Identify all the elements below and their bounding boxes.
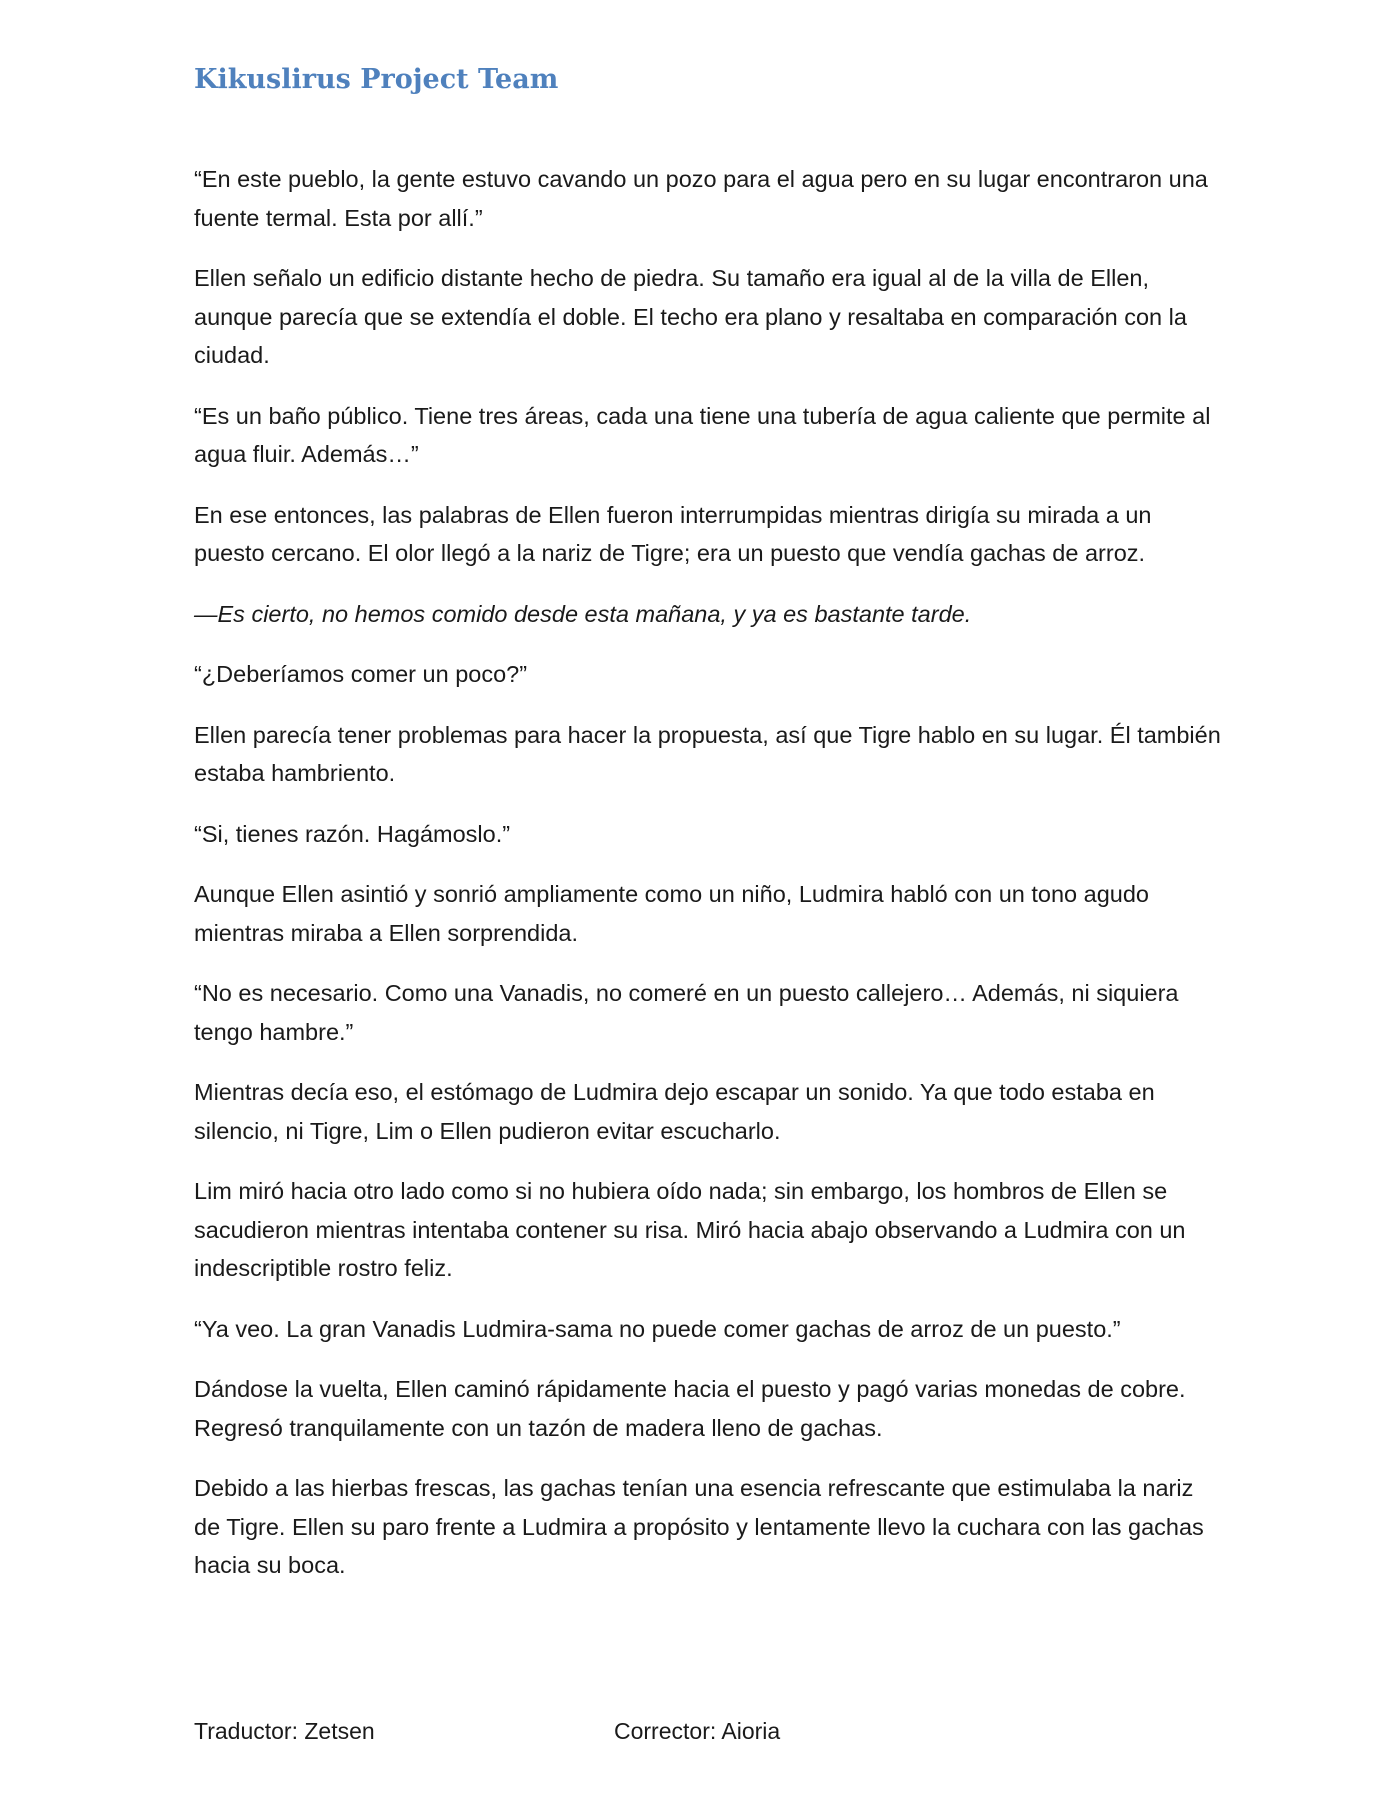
paragraph-8: “Si, tienes razón. Hagámoslo.” xyxy=(194,820,511,847)
paragraph-13: “Ya veo. La gran Vanadis Ludmira-sama no puede comer gachas de arroz de un puesto.” xyxy=(194,1315,1121,1342)
paragraph-1: “En este pueblo, la gente estuvo cavando un pozo para el agua pero en su lugar encontraron una fuente termal. Esta por allí.” xyxy=(194,166,1208,231)
team-header-title: Kikuslirus Project Team xyxy=(194,64,559,95)
paragraph-12: Lim miró hacia otro lado como si no hubiera oído nada; sin embargo, los hombros de Ellen se sacudieron mientras intentaba contener su risa. Miró hacia abajo observando a Ludmira con un indescriptible rostro feliz. xyxy=(194,1178,1186,1281)
paragraph-6: “¿Deberíamos comer un poco?” xyxy=(194,661,528,687)
paragraph-4: En ese entonces, las palabras de Ellen fueron interrumpidas mientras dirigía su mirada a un puesto cercano. El olor llegó a la nariz de Tigre; era un puesto que vendía gachas de arroz. xyxy=(194,501,1152,566)
paragraph-5-thought: —Es cierto, no hemos comido desde esta mañana, y ya es bastante tarde. xyxy=(194,600,972,627)
paragraph-15: Debido a las hierbas frescas, las gachas tenían una esencia refrescante que estimulaba la nariz de Tigre. Ellen su paro frente a Ludmira a propósito y lentamente llevo la cuchara con las gachas hacia su boca. xyxy=(194,1475,1204,1578)
paragraph-10: “No es necesario. Como una Vanadis, no comeré en un puesto callejero… Además, ni siquiera tengo hambre.” xyxy=(194,980,1179,1045)
paragraph-9: Aunque Ellen asintió y sonrió ampliamente como un niño, Ludmira habló con un tono agudo mientras miraba a Ellen sorprendida. xyxy=(194,881,1149,946)
paragraph-11: Mientras decía eso, el estómago de Ludmira dejo escapar un sonido. Ya que todo estaba en silencio, ni Tigre, Lim o Ellen pudieron evitar escucharlo. xyxy=(194,1079,1155,1144)
paragraph-3: “Es un baño público. Tiene tres áreas, cada una tiene una tubería de agua caliente que permite al agua fluir. Además…” xyxy=(194,402,1211,467)
document-body xyxy=(194,160,1224,1607)
proofreader-credit: Corrector: Aioria xyxy=(614,1718,781,1744)
paragraph-7: Ellen parecía tener problemas para hacer la propuesta, así que Tigre hablo en su lugar. Él también estaba hambriento. xyxy=(194,721,1221,786)
paragraph-14: Dándose la vuelta, Ellen caminó rápidamente hacia el puesto y pagó varias monedas de cobre. Regresó tranquilamente con un tazón de madera lleno de gachas. xyxy=(194,1376,1186,1441)
translator-credit: Traductor: Zetsen xyxy=(194,1718,375,1744)
paragraph-2: Ellen señalo un edificio distante hecho de piedra. Su tamaño era igual al de la villa de Ellen, aunque parecía que se extendía el doble. El techo era plano y resaltaba en comparación con la ciudad. xyxy=(194,265,1187,368)
page-footer xyxy=(194,1718,1224,1754)
